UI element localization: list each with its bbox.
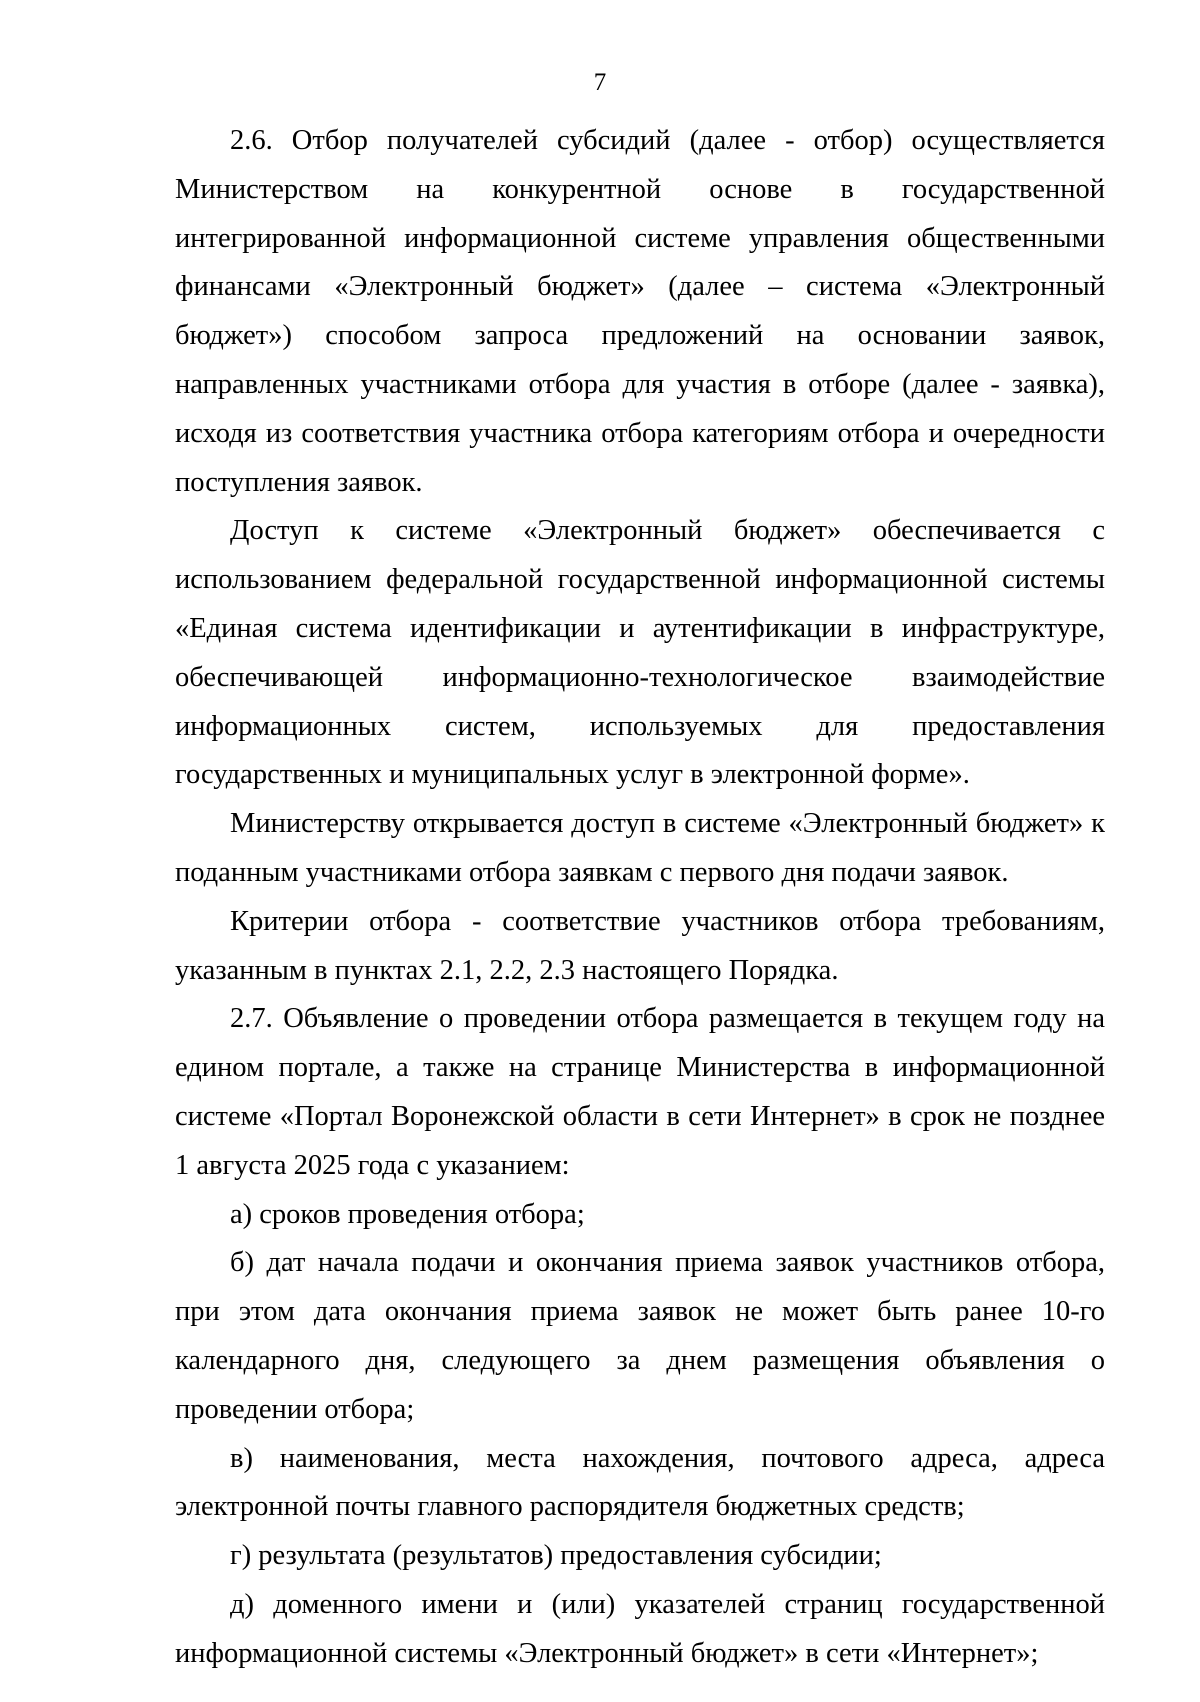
list-item-a: а) сроков проведения отбора; [230, 1198, 585, 1230]
paragraph-ministry-access: Министерству открывается доступ в системе «Электронный бюджет» к поданным участниками отбора заявкам с первого дня подачи заявок. [175, 808, 1105, 888]
paragraph-2-7: 2.7. Объявление о проведении отбора размещается в текущем году на едином портале, а также на странице Министерства в информационной системе «Портал Воронежской области в сети Интернет» в срок не позднее 1 августа 2025 года с указанием: [175, 1003, 1105, 1181]
document-body [175, 117, 1105, 1679]
paragraph-criteria: Критерии отбора - соответствие участников отбора требованиям, указанным в пунктах 2.1, 2.2, 2.3 настоящего Порядка. [175, 905, 1105, 986]
list-item-g: г) результата (результатов) предоставления субсидии; [230, 1540, 882, 1572]
list-item-b: б) дат начала подачи и окончания приема заявок участников отбора, при этом дата окончания приема заявок не может быть ранее 10-го календарного дня, следующего за днем размещения объявления о проведении отбора; [175, 1247, 1105, 1425]
list-item-d: д) доменного имени и (или) указателей страниц государственной информационной системы «Электронный бюджет» в сети «Интернет»; [175, 1588, 1105, 1669]
list-item-v: в) наименования, места нахождения, почтового адреса, адреса электронной почты главного распорядителя бюджетных средств; [175, 1442, 1105, 1523]
page-number: 7 [593, 69, 607, 96]
paragraph-access: Доступ к системе «Электронный бюджет» обеспечивается с использованием федеральной государственной информационной системы «Единая система идентификации и аутентификации в инфраструктуре, обеспечивающей информационно-технологическое взаимодействие информационных систем, используемых для предоставления государственных и муниципальных услуг в электронной форме». [175, 515, 1105, 791]
paragraph-2-6: 2.6. Отбор получателей субсидий (далее - отбор) осуществляется Министерством на конкурентной основе в государственной интегрированной информационной системе управления общественными финансами «Электронный бюджет» (далее – система «Электронный бюджет») способом запроса предложений на основании заявок, направленных участниками отбора для участия в отборе (далее - заявка), исходя из соответствия участника отбора категориям отбора и очередности поступления заявок. [175, 125, 1105, 498]
